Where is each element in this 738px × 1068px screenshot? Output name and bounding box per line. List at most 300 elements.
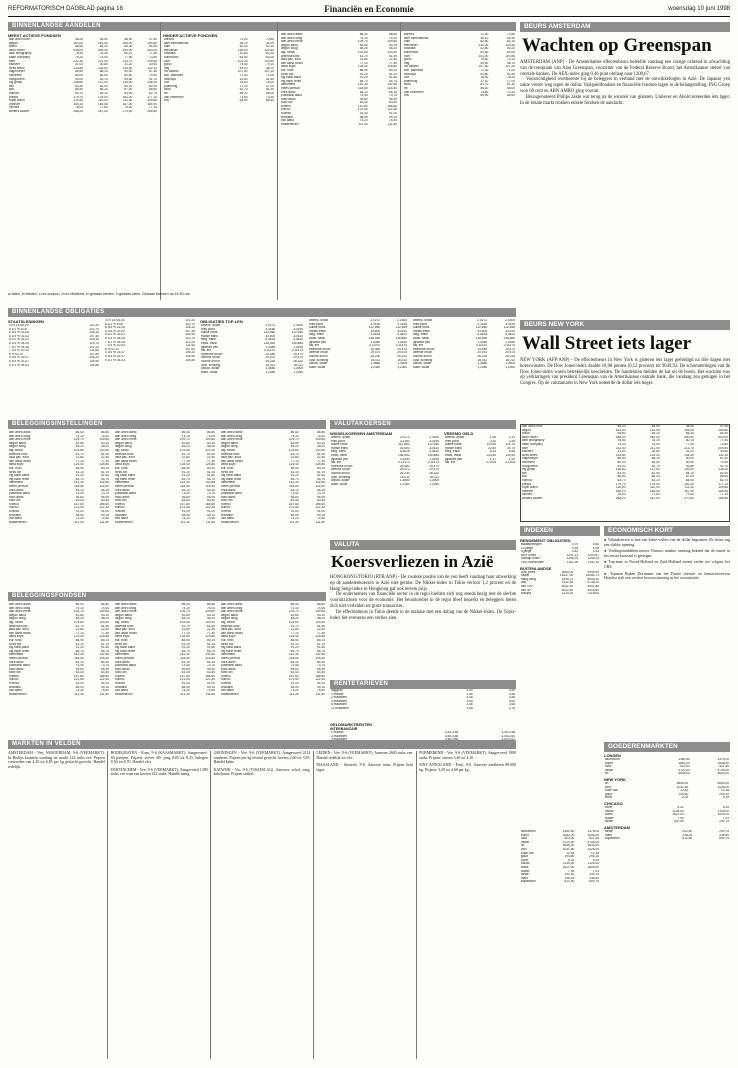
row-label: noorse kroon bbox=[201, 359, 220, 363]
row-label: mees pierson bbox=[9, 484, 29, 488]
row-value: 103,90 bbox=[205, 448, 215, 452]
row-label: benckiser bbox=[164, 48, 178, 52]
row-value: 134,40 bbox=[122, 66, 133, 70]
row-value: 142,30 bbox=[179, 481, 190, 485]
row-value: 443,00 bbox=[147, 48, 157, 52]
row-value: 118,40 bbox=[315, 484, 325, 488]
row-value: 91,00 bbox=[101, 510, 109, 514]
row-value: 74,50 bbox=[207, 517, 215, 521]
row-value: 107,40 bbox=[185, 329, 195, 333]
row-label: abn amro hold bbox=[9, 38, 30, 41]
row-value: 79,90 bbox=[720, 460, 728, 464]
row-value: 265,60 bbox=[147, 109, 157, 113]
row-label: ohra aand bbox=[115, 660, 130, 664]
row-label: 7 1/2 % 04-08 bbox=[105, 340, 125, 344]
headline-wall-street: Wall Street iets lager bbox=[522, 333, 692, 354]
row-value: 112,655 bbox=[427, 443, 439, 447]
row-value: 71,00 bbox=[507, 68, 515, 72]
row-label: elsevier bbox=[522, 450, 533, 454]
row-label: aegon oblig bbox=[221, 617, 238, 621]
row-value: 77,40 bbox=[101, 631, 109, 635]
row-label: ohra aand bbox=[221, 488, 236, 492]
row-label: zweedse kroon bbox=[309, 347, 331, 351]
row-value: 35,10 bbox=[239, 41, 248, 45]
row-value: 77,50 bbox=[720, 439, 728, 443]
row-value: 167,00 bbox=[122, 102, 133, 106]
row-value: 77,10 bbox=[75, 459, 84, 463]
row-label: fortis obl bbox=[9, 470, 22, 474]
row-value: 238,25 bbox=[682, 833, 693, 837]
row-value: 118,50 bbox=[74, 484, 84, 488]
goederen-table bbox=[604, 830, 730, 841]
row-label: hbg bbox=[164, 66, 170, 70]
row-label: 6 3/4 % 01-06 bbox=[105, 326, 125, 330]
row-label: rabo aand bbox=[9, 667, 24, 671]
row-value: 65,20 bbox=[651, 432, 660, 436]
wisselkoersen-table bbox=[330, 436, 440, 486]
row-value: 61,50 bbox=[207, 452, 215, 456]
row-value: 122,30 bbox=[315, 506, 325, 510]
row-label: vsb aand bbox=[9, 689, 22, 693]
row-value: 22,40 bbox=[101, 456, 109, 460]
row-value: 86,40 bbox=[181, 603, 190, 606]
row-value: 110,00 bbox=[650, 486, 660, 490]
row-value: 111,30 bbox=[180, 520, 190, 524]
row-value: 109,60 bbox=[205, 438, 215, 442]
row-value: 103,70 bbox=[89, 327, 99, 331]
row-value: 292,50 bbox=[673, 820, 684, 824]
row-value: 1,3905 bbox=[397, 362, 407, 366]
row-value: 29,575 bbox=[293, 356, 303, 360]
row-value: 1031,50 bbox=[562, 847, 575, 851]
row-value: 612,50 bbox=[682, 837, 693, 841]
row-value: 118,50 bbox=[180, 484, 190, 488]
row-value: 22,80 bbox=[290, 628, 299, 632]
row-label: abn amro oblig bbox=[221, 434, 243, 438]
row-label: rabo aand bbox=[221, 667, 236, 671]
row-value: 64,10 bbox=[181, 660, 190, 664]
row-value: 62,10 bbox=[266, 45, 274, 49]
row-value: 48,20 bbox=[181, 617, 190, 621]
row-label: aegon aand bbox=[115, 613, 132, 617]
article-wall-street-text: NEW YORK (AFP/ANP) - De effectenbeurs in New York is gisteren iets lager geëindigd na drie dagen met koerswinsten. De Dow Jones-index daalde 10,08 punten (0,12 procent) tot 9049,92. De schommelingen van de Dow Jones-index waren betrekkelijk bescheiden. De handelaren hielden de kat uit de boom. Het wachten was op verklaringen van president Greenspan van de Amerikaanse centrale bank, die vandaag zou getuigen in het Congres. Op de valutamarkt in New York noteerde de dollar iets hoger. bbox=[520, 358, 730, 387]
row-value: 159,80 bbox=[147, 41, 157, 45]
row-value: 179,70 bbox=[615, 482, 626, 486]
row-value: 4022,40 bbox=[561, 588, 574, 592]
row-label: alg. fonds bbox=[221, 448, 235, 452]
goederen-stad: AMSTERDAM bbox=[604, 824, 630, 830]
row-value: 3,3195 bbox=[505, 322, 515, 326]
article-greenspan-p1: AMSTERDAM (ANP) - De Amsterdamse effectenbeurs beleefde vandaag een rustige ochtend in afwachting van de toespraak van Alan Greenspan, voorzitter van de Federal Reserve Board, het Amerikaanse stelsel van centrale banken. De AEX-index ging 0,46 punt omlaag naar 1200,67. bbox=[520, 60, 730, 77]
row-label: ing bank rente bbox=[9, 477, 30, 481]
row-value: 63,70 bbox=[75, 91, 84, 95]
row-value: 48,20 bbox=[317, 617, 325, 621]
row-value: 85,60 bbox=[720, 475, 728, 479]
row-label: aegon oblig bbox=[9, 445, 26, 449]
row-value: 91,00 bbox=[181, 510, 190, 514]
row-value: 48.20 bbox=[617, 425, 626, 428]
row-value: 4705,00 bbox=[717, 768, 729, 772]
row-value: 74,20 bbox=[290, 517, 299, 521]
row-value: 88,90 bbox=[359, 68, 368, 72]
row-value: 81,70 bbox=[480, 83, 489, 87]
row-value: 181,20 bbox=[122, 95, 133, 99]
row-value: 142,30 bbox=[179, 653, 190, 657]
row-value: 114,75 bbox=[505, 443, 515, 447]
row-value: 105,90 bbox=[89, 359, 99, 363]
beurs-overzicht-box bbox=[520, 424, 730, 522]
row-value: 73,80 bbox=[149, 55, 157, 59]
row-value: 7,95 bbox=[677, 816, 684, 820]
row-label: van ommeren bbox=[164, 95, 184, 99]
row-value: 51,10 bbox=[317, 642, 325, 646]
row-value: 1375,00 bbox=[587, 830, 599, 833]
vreemd-geld-title: VREEMD GELD bbox=[444, 431, 474, 436]
row-value: 64,30 bbox=[317, 660, 325, 664]
row-value: 111,30 bbox=[123, 99, 133, 103]
row-value: 82,90 bbox=[651, 471, 660, 475]
row-value: 80,50 bbox=[99, 73, 108, 77]
row-value: 95,90 bbox=[389, 97, 397, 101]
row-value: 89,10 bbox=[101, 466, 109, 470]
row-value: 61,70 bbox=[290, 624, 299, 628]
row-value: 58,90 bbox=[75, 685, 84, 689]
row-value: 88,10 bbox=[99, 70, 108, 74]
row-value: 5,33 bbox=[489, 450, 497, 454]
goederenmarkten-body bbox=[604, 753, 730, 841]
row-value: 51,10 bbox=[290, 470, 299, 474]
instellingen-table-1 bbox=[8, 431, 110, 524]
row-value: 88,90 bbox=[290, 466, 299, 470]
row-label: hoogovens bbox=[9, 77, 25, 81]
row-label: alg. fonds bbox=[221, 620, 235, 624]
row-value: 1,37 bbox=[489, 457, 497, 461]
row-label: asia pac. fund bbox=[221, 456, 241, 460]
row-value: 51,10 bbox=[389, 72, 397, 76]
row-value: 111,60 bbox=[99, 520, 109, 524]
row-value: 91,20 bbox=[75, 474, 84, 478]
article-koersverliezen-p3: De effectenbeurs in Tokio deelde in de malaise met een daling van de Nikkei-index. De Topix-index liet eveneens een verlies zien. bbox=[330, 609, 516, 621]
row-value: 86,80 bbox=[101, 603, 109, 606]
row-label: oost. schilling bbox=[331, 475, 351, 479]
table-row bbox=[604, 796, 730, 800]
row-value: 109,70 bbox=[73, 438, 84, 442]
row-value: 2,0272 bbox=[370, 319, 381, 322]
row-label: eur. fund bbox=[115, 638, 128, 642]
row-value: 88,90 bbox=[290, 638, 299, 642]
row-label: postbank aand bbox=[115, 492, 136, 496]
row-value: 101,00 bbox=[478, 54, 489, 58]
row-value: 100,80 bbox=[505, 54, 515, 58]
row-value: 3,3160 bbox=[399, 439, 410, 443]
row-value: 107,20 bbox=[505, 65, 515, 69]
row-label: ohra aand bbox=[281, 90, 296, 94]
row-label: abn amro rente bbox=[115, 610, 137, 614]
markt-bericht: KATWIJK - Vis, 9-6 (VISAFSLAG). Aanvoer: schol, tong, kabeljauw. Prijzen stabiel. bbox=[213, 767, 311, 777]
row-value: 84,10 bbox=[124, 84, 133, 88]
row-value: 62,10 bbox=[507, 40, 515, 44]
row-value: 103,90 bbox=[205, 620, 215, 624]
row-value: 138,60 bbox=[615, 468, 626, 472]
row-value: 139,90 bbox=[684, 468, 694, 472]
row-value: 3,78 bbox=[508, 706, 515, 710]
row-value: 122,30 bbox=[315, 678, 325, 682]
row-label: snsbank bbox=[9, 685, 21, 689]
row-value: 74,20 bbox=[290, 689, 299, 693]
row-value: 53,10 bbox=[101, 441, 109, 445]
row-value: 29,570 bbox=[265, 356, 276, 360]
row-label: sojabonen bbox=[521, 880, 536, 884]
row-label: belg. frank bbox=[201, 338, 216, 342]
row-value: 86,40 bbox=[75, 603, 84, 606]
row-value: 30,60 bbox=[720, 450, 728, 454]
row-value: 52,60 bbox=[480, 47, 489, 51]
row-value: 168,60 bbox=[315, 674, 325, 678]
aandelen-col2-title: HINDER ACTIEVE FONDSEN bbox=[163, 33, 218, 38]
row-value: 167,80 bbox=[179, 502, 190, 506]
row-value: 71,00 bbox=[239, 38, 248, 41]
row-value: 91,20 bbox=[290, 646, 299, 650]
row-value: 91,00 bbox=[290, 510, 299, 514]
row-value: 73,40 bbox=[290, 664, 299, 668]
row-label: franse frank bbox=[309, 329, 326, 333]
row-value: 138,60 bbox=[73, 81, 84, 85]
row-value: 109,70 bbox=[73, 610, 84, 614]
row-label: vnu bbox=[404, 94, 410, 98]
row-value: 87,00 bbox=[124, 88, 133, 92]
row-value: 111,60 bbox=[315, 520, 325, 524]
row-value: 136,550 bbox=[263, 341, 276, 345]
row-value: 88,90 bbox=[181, 638, 190, 642]
table-row bbox=[520, 592, 600, 596]
row-value: 3,50 bbox=[466, 699, 473, 703]
row-value: 88,90 bbox=[75, 638, 84, 642]
row-value: 1609,00 bbox=[587, 865, 599, 869]
row-value: 26,220 bbox=[293, 359, 303, 363]
section-title-economisch-kort: ECONOMISCH KORT bbox=[604, 526, 730, 536]
row-value: 2,0300 bbox=[429, 436, 439, 439]
row-label: 10 x 15 08-00 bbox=[9, 324, 29, 327]
section-indexen bbox=[520, 526, 600, 826]
row-value: 112,660 bbox=[263, 331, 276, 335]
row-value: 177,10 bbox=[147, 95, 157, 99]
row-value: 86,40 bbox=[290, 603, 299, 606]
masthead bbox=[8, 4, 730, 17]
row-value: 294,60 bbox=[564, 855, 575, 859]
row-label: postbank aand bbox=[281, 94, 302, 98]
row-value: 5736,10 bbox=[587, 581, 599, 585]
row-value: 1621,00 bbox=[672, 813, 684, 817]
row-value: 132,10 bbox=[718, 453, 728, 457]
row-value: 103,90 bbox=[99, 448, 109, 452]
row-value: 77,90 bbox=[685, 442, 694, 446]
row-label: 8 1/2 % 6-00 bbox=[105, 322, 124, 326]
row-value: 53,10 bbox=[101, 613, 109, 617]
row-value: 90,00 bbox=[124, 70, 133, 74]
row-value: 73,40 bbox=[75, 492, 84, 496]
row-label: cacao bbox=[521, 862, 530, 866]
row-value: 167,00 bbox=[684, 489, 694, 493]
row-value: 22,40 bbox=[317, 628, 325, 632]
row-label: eur. fund bbox=[221, 466, 234, 470]
row-value: 48.50 bbox=[651, 425, 660, 428]
row-value: 81,30 bbox=[507, 83, 515, 87]
row-value: 112,660 bbox=[368, 326, 381, 330]
row-value: 77,80 bbox=[99, 106, 108, 110]
row-value: 51,10 bbox=[181, 642, 190, 646]
row-value: 77,10 bbox=[149, 106, 157, 110]
row-value: 74,00 bbox=[317, 606, 325, 610]
row-label: ing bank aand bbox=[221, 646, 242, 650]
section-valutakoersen bbox=[330, 420, 516, 538]
row-label: asn aand fonds bbox=[115, 631, 137, 635]
row-value: 91,60 bbox=[317, 474, 325, 478]
row-value: 74,00 bbox=[651, 442, 660, 446]
row-value: 1,50 bbox=[508, 457, 515, 461]
row-value: 77,80 bbox=[651, 493, 660, 497]
buitenlandse-title: BUITENLANDSE bbox=[520, 565, 552, 571]
row-value: 103,60 bbox=[73, 620, 84, 624]
row-value: 1,4250 bbox=[397, 340, 407, 344]
row-value: 5911,30 bbox=[561, 584, 574, 588]
row-value: 25,470 bbox=[293, 352, 303, 356]
row-value: 63,70 bbox=[617, 478, 626, 482]
row-value: 62,70 bbox=[720, 478, 728, 482]
row-value: 104,80 bbox=[89, 363, 99, 367]
row-value: 212,30 bbox=[615, 446, 626, 450]
row-label: duitse mark bbox=[201, 331, 218, 335]
section-title-valuta: VALUTA bbox=[330, 540, 516, 550]
row-value: 12,45 bbox=[680, 789, 689, 793]
row-label: abn amro oblig bbox=[115, 434, 137, 438]
row-value: 1,2360 bbox=[429, 482, 439, 486]
row-label: heineken bbox=[522, 460, 535, 464]
row-value: 87,40 bbox=[720, 457, 728, 461]
row-label: 5 3/4 % 02-07 bbox=[105, 354, 125, 358]
obligaties-col-1 bbox=[8, 319, 100, 415]
geldmarkt-title: GELDMARKTRENTEN bbox=[330, 722, 372, 727]
row-value: 110,70 bbox=[185, 336, 195, 340]
row-value: 64,10 bbox=[290, 660, 299, 664]
row-label: robeco bbox=[221, 502, 231, 506]
aandelen-col-3 bbox=[280, 33, 398, 291]
row-label: rolinco bbox=[281, 108, 291, 112]
row-label: abn amro aand bbox=[9, 431, 31, 434]
row-value: 53,10 bbox=[389, 43, 397, 47]
row-value: 5,29 bbox=[592, 858, 599, 862]
row-value: 1,2360 bbox=[397, 365, 407, 369]
row-value: 74,50 bbox=[207, 689, 215, 693]
row-label: nikkel bbox=[605, 768, 614, 772]
obligaties-col-4 bbox=[308, 319, 408, 415]
row-value: 106,20 bbox=[89, 356, 99, 360]
row-value: 3,60 bbox=[508, 699, 515, 703]
row-value: 121,50 bbox=[357, 108, 368, 112]
divider bbox=[277, 22, 278, 300]
obligaties-table-3 bbox=[200, 324, 304, 374]
row-value: 65,70 bbox=[359, 79, 368, 83]
row-label: zwits. frank bbox=[413, 336, 429, 340]
row-value: 63,40 bbox=[207, 671, 215, 675]
row-label: philips bbox=[9, 95, 19, 99]
row-value: 1,4380 bbox=[477, 340, 488, 344]
row-label: 5 1/2 % 04-03 bbox=[9, 363, 29, 367]
row-value: 17,00 bbox=[507, 79, 515, 83]
row-label: franse frank bbox=[201, 334, 218, 338]
row-value: 74,10 bbox=[181, 434, 190, 438]
row-label: rolinco bbox=[9, 506, 19, 510]
row-value: 118,50 bbox=[74, 656, 84, 660]
row-value: 74,10 bbox=[359, 36, 368, 40]
row-label: noorse kroon bbox=[413, 354, 432, 358]
row-value: 5,32 bbox=[568, 858, 575, 862]
row-value: 5,4620 bbox=[397, 333, 407, 337]
row-label: hagemeyer bbox=[522, 457, 538, 461]
instellingen-table-2 bbox=[114, 431, 216, 524]
row-value: 118,40 bbox=[387, 86, 397, 90]
row-label: pharming bbox=[404, 79, 418, 83]
staatsleningen-title: STAATSLENINGEN bbox=[8, 319, 45, 324]
row-label: 2 maanden bbox=[331, 696, 347, 700]
row-label: suiker bbox=[605, 816, 614, 820]
row-value: 59,10 bbox=[207, 685, 215, 689]
row-label: zink bbox=[521, 847, 527, 851]
row-value: 1028,00 bbox=[717, 785, 729, 789]
row-value: 265,60 bbox=[718, 496, 728, 500]
row-value: 125,40 bbox=[357, 65, 368, 69]
row-value: 133,80 bbox=[615, 453, 626, 457]
row-label: abn amro aand bbox=[281, 33, 303, 36]
row-value: 62,50 bbox=[239, 45, 248, 49]
row-value: 1256,30 bbox=[566, 557, 579, 561]
obligaties-col-2 bbox=[104, 319, 196, 415]
row-value: 80,90 bbox=[685, 460, 694, 464]
row-value: 86,40 bbox=[359, 33, 368, 36]
interbancair-label: INTERBANCAIR bbox=[330, 727, 358, 731]
row-value: 16,012 bbox=[293, 363, 303, 367]
row-value: 125,80 bbox=[99, 463, 109, 467]
row-value: 48,20 bbox=[290, 617, 299, 621]
row-value: 107,20 bbox=[264, 70, 274, 74]
markten-columns bbox=[8, 751, 516, 1059]
row-value: 95,90 bbox=[101, 495, 109, 499]
row-label: ital. lire bbox=[413, 344, 424, 348]
row-value: 102,20 bbox=[185, 319, 195, 322]
row-value: 34,90 bbox=[266, 41, 274, 45]
row-value: 142,80 bbox=[315, 481, 325, 485]
table-row bbox=[114, 693, 216, 697]
row-label: duitse mark bbox=[445, 443, 462, 447]
row-label: belg. frank bbox=[413, 333, 428, 337]
row-value: 86,40 bbox=[181, 431, 190, 434]
row-value: 290,75 bbox=[719, 820, 729, 824]
row-label: belg. frank bbox=[445, 450, 460, 454]
row-value: 450,00 bbox=[122, 48, 133, 52]
row-value: 64,30 bbox=[101, 488, 109, 492]
row-value: 52,80 bbox=[290, 613, 299, 617]
section-title-valutakoersen: VALUTAKOERSEN bbox=[330, 420, 516, 429]
row-value: 88,90 bbox=[181, 466, 190, 470]
row-value: 5630,00 bbox=[587, 844, 599, 848]
row-value: 26,220 bbox=[429, 471, 439, 475]
row-value: 1128,00 bbox=[587, 862, 599, 866]
row-value: 167,80 bbox=[73, 502, 84, 506]
row-label: koffie bbox=[605, 813, 613, 817]
row-value: 59,10 bbox=[389, 115, 397, 119]
row-value: 91,00 bbox=[389, 112, 397, 116]
section-title-obligaties: BINNENLANDSE OBLIGATIES bbox=[8, 308, 516, 317]
row-value: 7,91 bbox=[722, 816, 729, 820]
